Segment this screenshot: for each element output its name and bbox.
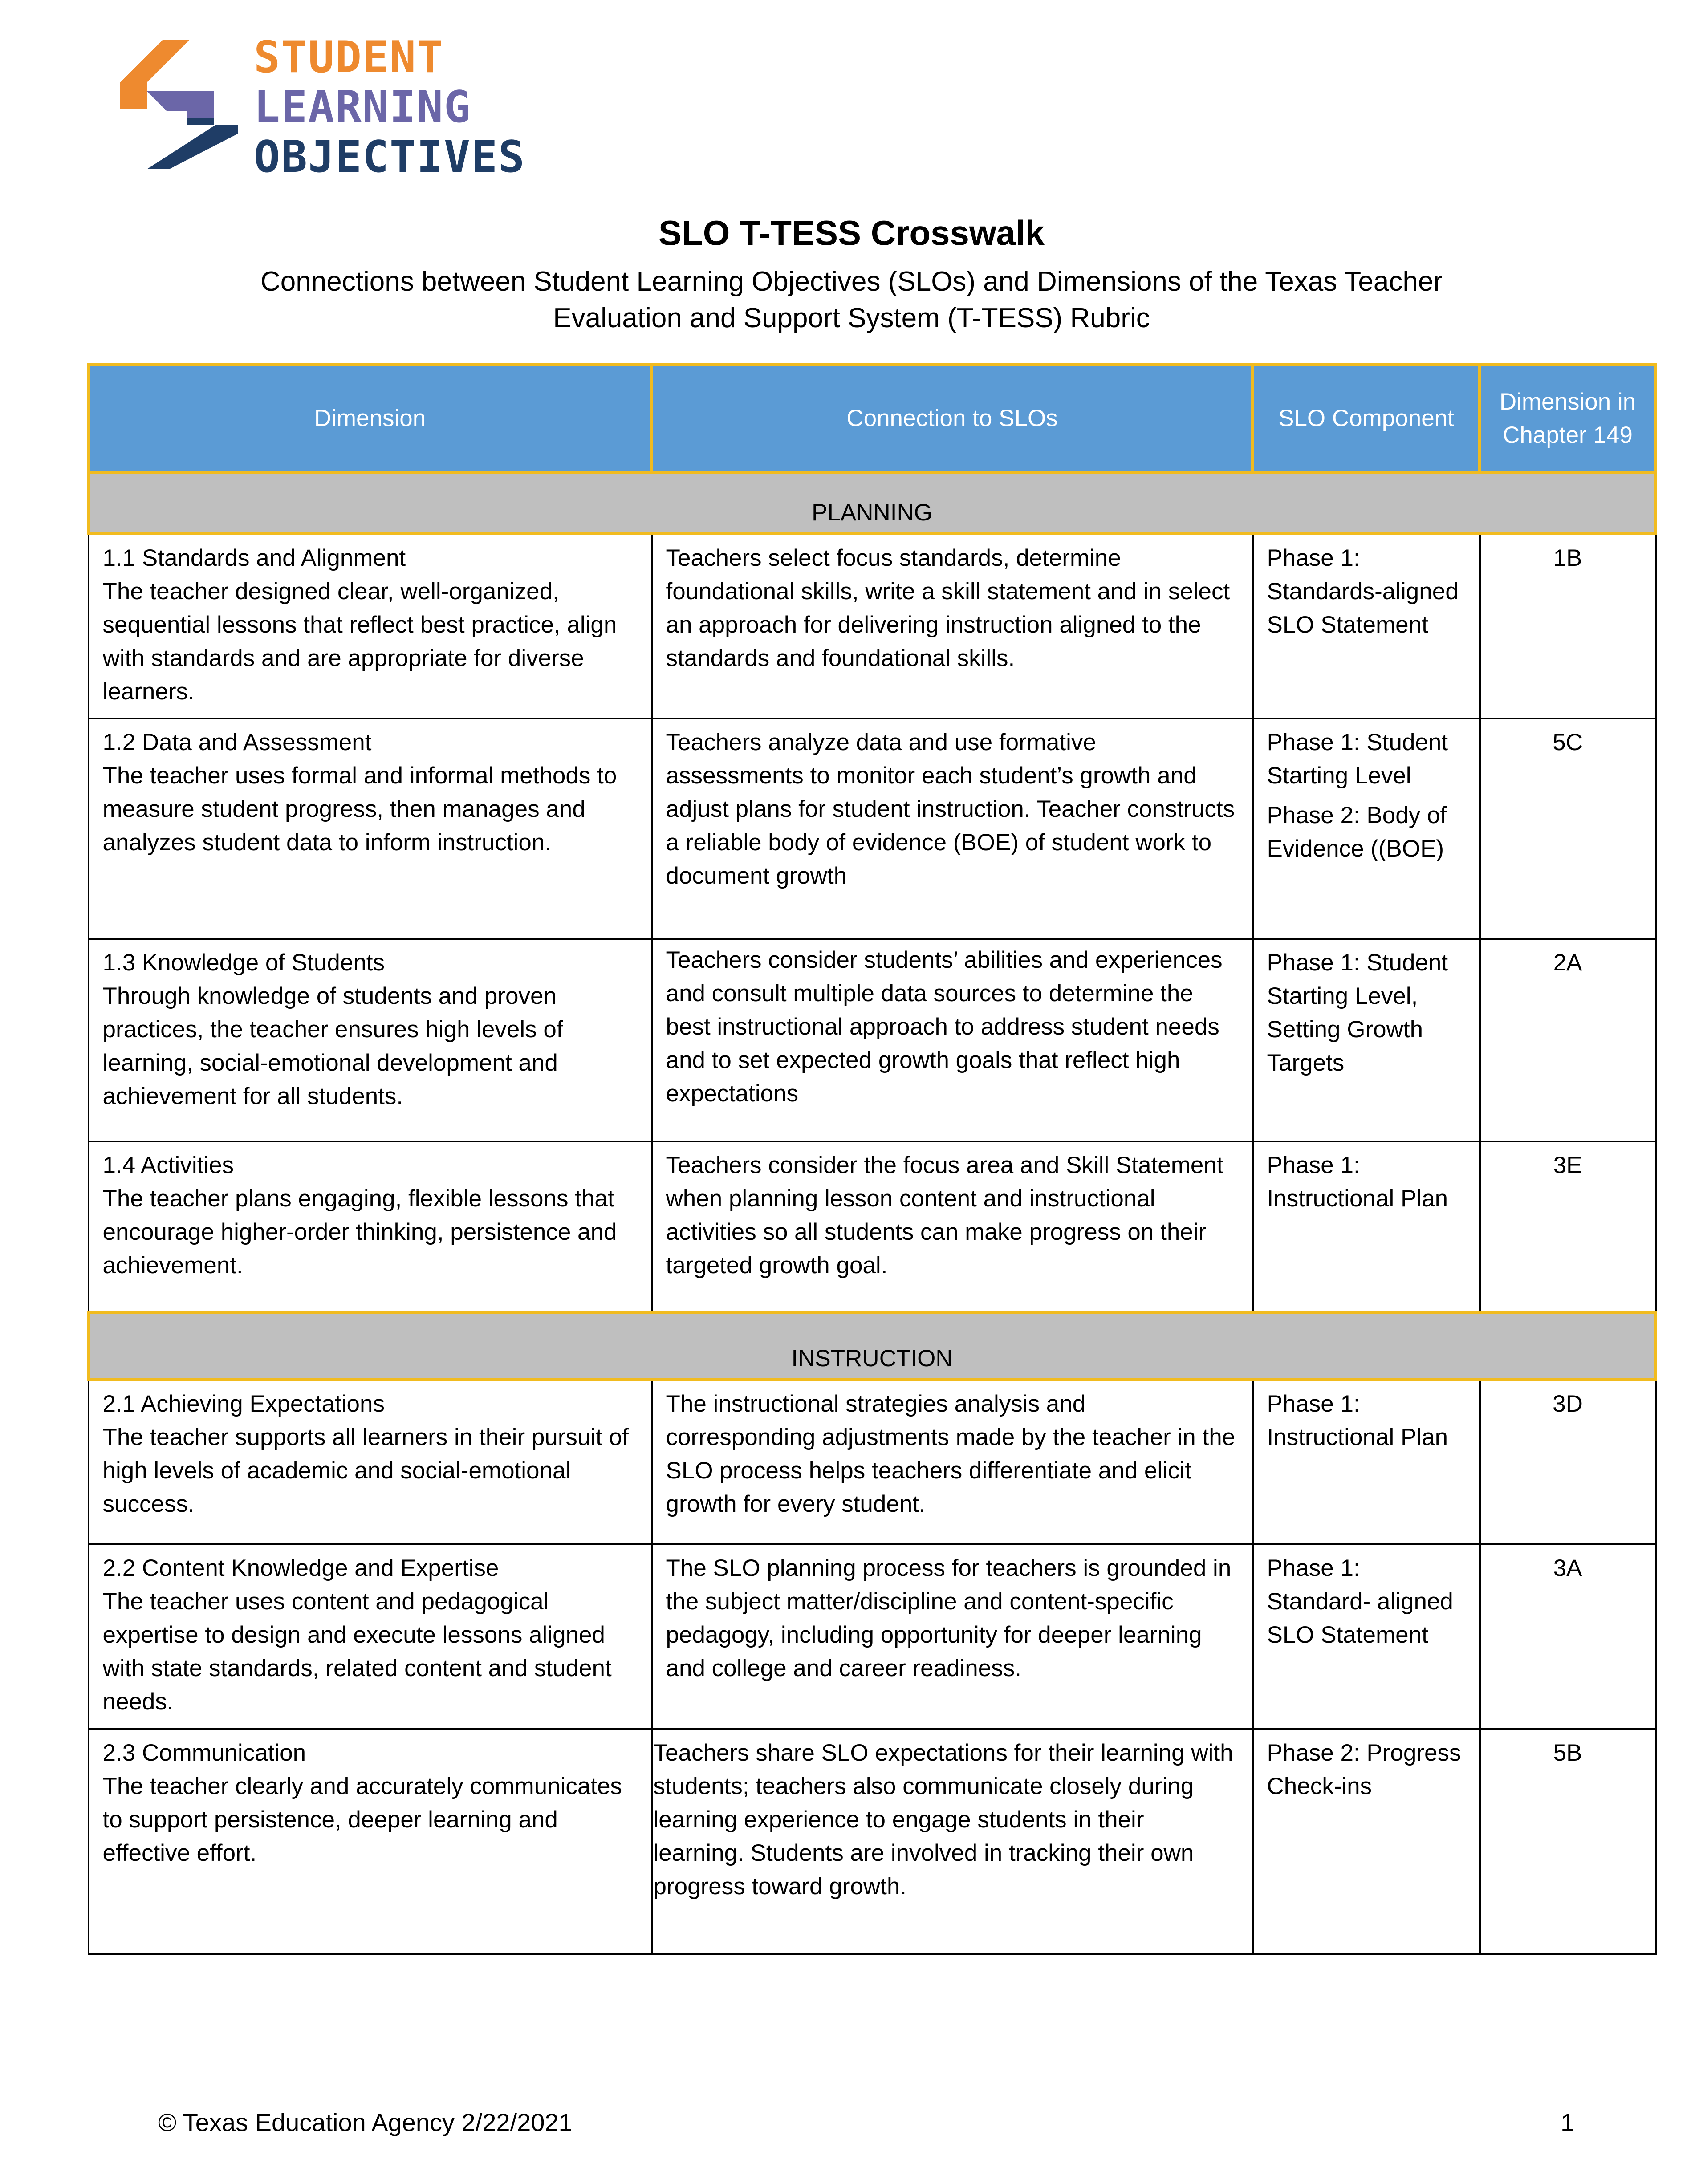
- dimension-cell: [89, 939, 652, 1141]
- component-item: Phase 1: Standard- aligned SLO Statement: [1267, 1555, 1453, 1648]
- section-row-planning: [89, 472, 1656, 534]
- dimension-title: 2.3 Communication: [102, 1739, 306, 1766]
- dimension-title: 1.4 Activities: [102, 1152, 234, 1178]
- logo-line-learning: LEARNING: [254, 82, 471, 133]
- dimension-cell: [89, 534, 652, 719]
- chapter-code: 3D: [1480, 1380, 1656, 1544]
- component-item: Phase 1: Instructional Plan: [1267, 1152, 1448, 1212]
- chapter-code: 5B: [1480, 1729, 1656, 1954]
- connection-cell: Teachers consider the focus area and Skill Statement when planning lesson content and instructional activities so all students can make progress on their targeted growth goal.: [652, 1141, 1253, 1313]
- component-cell: [1253, 1544, 1480, 1729]
- dimension-description: The teacher designed clear, well-organized, sequential lessons that reflect best practice, align with standards and are appropriate for diverse learners.: [102, 578, 617, 705]
- component-cell: [1253, 1729, 1480, 1954]
- dimension-description: The teacher uses content and pedagogical expertise to design and execute lessons aligned with state standards, related content and student needs.: [102, 1588, 612, 1715]
- logo-wordmark: [254, 32, 526, 185]
- dimension-title: 1.3 Knowledge of Students: [102, 949, 385, 976]
- chapter-code: 1B: [1480, 534, 1656, 719]
- dimension-description: The teacher uses formal and informal methods to measure student progress, then manages and analyzes student data to inform instruction.: [102, 762, 617, 856]
- table-row: [89, 1141, 1656, 1313]
- logo-line-objectives: OBJECTIVES: [254, 132, 526, 183]
- header-connection: Connection to SLOs: [652, 365, 1253, 472]
- table-row: [89, 939, 1656, 1141]
- logo: [120, 32, 565, 183]
- component-cell: [1253, 1141, 1480, 1313]
- connection-cell: Teachers consider students’ abilities and experiences and consult multiple data sources to determine the best instructional approach to address student needs and to set expected growth goals that reflect high expectations: [652, 939, 1253, 1141]
- dimension-title: 2.1 Achieving Expectations: [102, 1391, 385, 1417]
- table-header-row: [89, 365, 1656, 472]
- connection-cell: The SLO planning process for teachers is grounded in the subject matter/discipline and content-specific pedagogy, including opportunity for deeper learning and college and career readiness.: [652, 1544, 1253, 1729]
- table-row: [89, 1544, 1656, 1729]
- connection-cell: The instructional strategies analysis and corresponding adjustments made by the teacher in the SLO process helps teachers differentiate and elicit growth for every student.: [652, 1380, 1253, 1544]
- subtitle-line-1: Connections between Student Learning Objectives (SLOs) and Dimensions of the Texas Teacher: [260, 266, 1443, 297]
- header-dimension: Dimension: [89, 365, 652, 472]
- table-row: [89, 534, 1656, 719]
- component-item: Phase 2: Progress Check-ins: [1267, 1739, 1461, 1799]
- dimension-cell: [89, 719, 652, 939]
- page-subtitle: [134, 264, 1569, 337]
- subtitle-line-2: Evaluation and Support System (T-TESS) Rubric: [553, 303, 1150, 333]
- component-item: Phase 1: Instructional Plan: [1267, 1391, 1448, 1450]
- dimension-description: The teacher plans engaging, flexible lessons that encourage higher-order thinking, persistence and achievement.: [102, 1185, 617, 1279]
- header-chapter: Dimension in Chapter 149: [1480, 365, 1656, 472]
- connection-cell: Teachers select focus standards, determine foundational skills, write a skill statement and in select an approach for delivering instruction aligned to the standards and foundational skills.: [652, 534, 1253, 719]
- component-cell: [1253, 939, 1480, 1141]
- dimension-description: Through knowledge of students and proven practices, the teacher ensures high levels of learning, social-emotional development and achievement for all students.: [102, 982, 563, 1109]
- component-item: Phase 1: Standards-aligned SLO Statement: [1267, 545, 1459, 638]
- component-cell: [1253, 719, 1480, 939]
- component-item: Phase 2: Body of Evidence ((BOE): [1267, 802, 1447, 862]
- dimension-description: The teacher clearly and accurately communicates to support persistence, deeper learning and effective effort.: [102, 1773, 622, 1866]
- chapter-code: 3E: [1480, 1141, 1656, 1313]
- component-item: Phase 1: Student Starting Level, Setting Growth Targets: [1267, 949, 1448, 1076]
- crosswalk-table: [87, 363, 1657, 1955]
- section-label: PLANNING: [89, 472, 1656, 534]
- dimension-description: The teacher supports all learners in their pursuit of high levels of academic and social-emotional success.: [102, 1424, 629, 1517]
- dimension-cell: [89, 1380, 652, 1544]
- section-row-instruction: [89, 1313, 1656, 1380]
- page-number: 1: [1561, 2108, 1575, 2136]
- table-row: [89, 1729, 1656, 1954]
- dimension-title: 1.1 Standards and Alignment: [102, 545, 406, 571]
- chapter-code: 3A: [1480, 1544, 1656, 1729]
- connection-cell: Teachers share SLO expectations for their learning with students; teachers also communicate closely during learning experience to engage students in their learning. Students are involved in tracking their own progress toward growth.: [652, 1729, 1253, 1954]
- logo-line-student: STUDENT: [254, 32, 444, 83]
- dimension-cell: [89, 1729, 652, 1954]
- chapter-code: 5C: [1480, 719, 1656, 939]
- section-label: INSTRUCTION: [89, 1313, 1656, 1380]
- dimension-title: 2.2 Content Knowledge and Expertise: [102, 1555, 499, 1581]
- table-row: [89, 719, 1656, 939]
- page-title: SLO T-TESS Crosswalk: [658, 213, 1045, 252]
- component-cell: [1253, 534, 1480, 719]
- component-cell: [1253, 1380, 1480, 1544]
- component-item: Phase 1: Student Starting Level: [1267, 729, 1448, 789]
- dimension-title: 1.2 Data and Assessment: [102, 729, 372, 755]
- table-row: [89, 1380, 1656, 1544]
- dimension-cell: [89, 1544, 652, 1729]
- chapter-code: 2A: [1480, 939, 1656, 1141]
- footer-copyright: © Texas Education Agency 2/22/2021: [158, 2108, 573, 2136]
- slo-logo-mark-icon: [120, 36, 240, 169]
- header-slo-component: SLO Component: [1253, 365, 1480, 472]
- dimension-cell: [89, 1141, 652, 1313]
- connection-cell: Teachers analyze data and use formative assessments to monitor each student’s growth and adjust plans for student instruction. Teacher constructs a reliable body of evidence (BOE) of student work to document growth: [652, 719, 1253, 939]
